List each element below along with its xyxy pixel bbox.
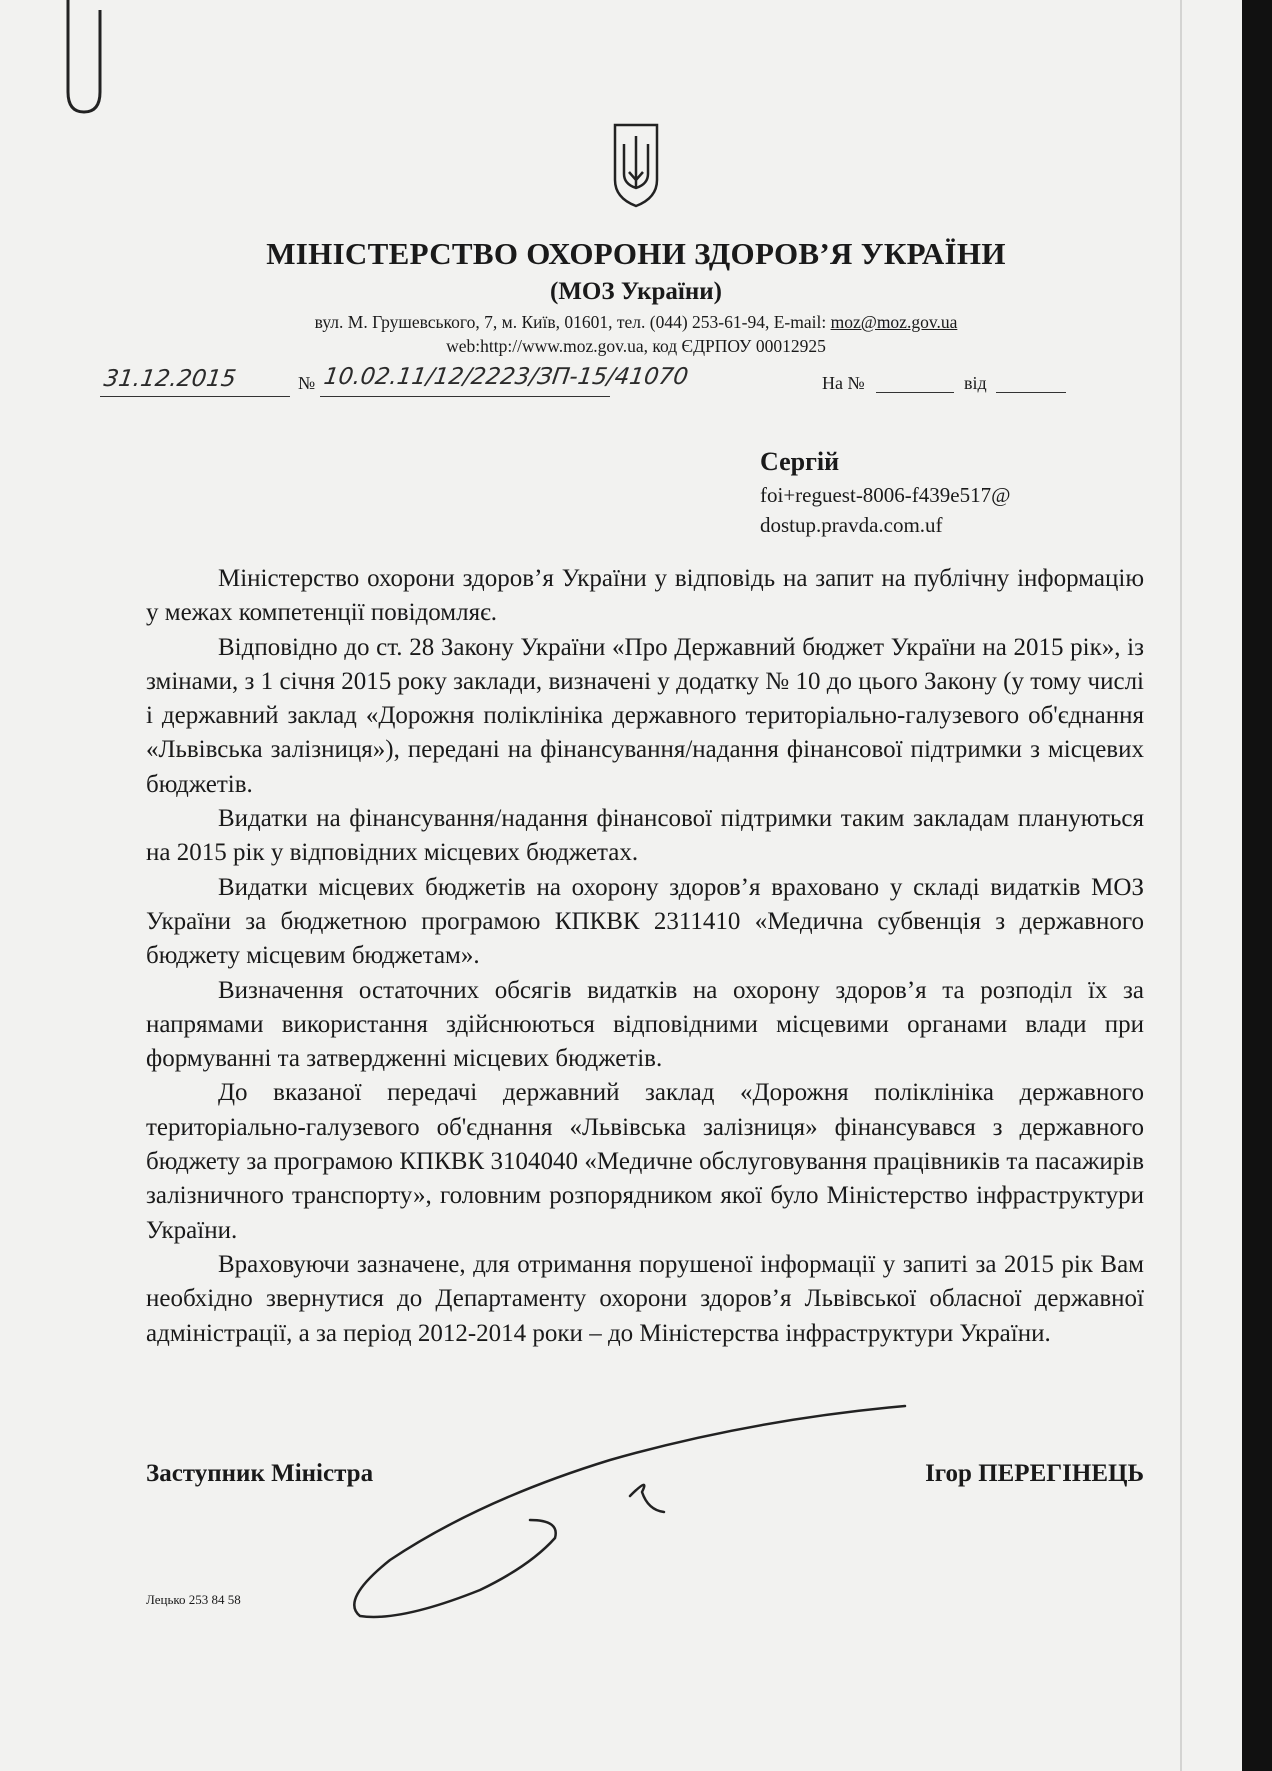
reply-number-label: На № — [822, 373, 865, 393]
signer-title: Заступник Міністра — [146, 1460, 374, 1487]
date-underline — [100, 396, 290, 397]
outgoing-date: 31.12.2015 — [102, 366, 238, 392]
recipient-block — [760, 444, 1010, 540]
body-paragraph: Враховуючи зазначене, для отримання порушеної інформації у запиті за 2015 рік Вам необхідно звернутися до Департаменту охорони здоров’я Львівської обласної державної адміністрації, а за період 2012-2014 роки – до Міністерства інфраструктури України. — [146, 1250, 1144, 1347]
address-line — [0, 312, 1272, 333]
recipient-email-line: foi+reguest-8006-f439e517@ — [760, 483, 1011, 507]
signer-name: Ігор ПЕРЕГІНЕЦЬ — [925, 1460, 1144, 1487]
executor-contact: Лецько 253 84 58 — [146, 1592, 241, 1607]
address-email: moz@moz.gov.ua — [830, 312, 958, 332]
reply-number-underline — [876, 392, 954, 393]
handwritten-signature-icon — [330, 1390, 930, 1630]
coat-of-arms-icon — [612, 122, 660, 208]
outgoing-number: 10.02.11/12/2223/ЗП-15/41070 — [322, 364, 690, 390]
reply-date-underline — [996, 392, 1066, 393]
ministry-title: МІНІСТЕРСТВО ОХОРОНИ ЗДОРОВ’Я УКРАЇНИ — [266, 236, 1006, 271]
web-line: web:http://www.moz.gov.ua, код ЄДРПОУ 00012925 — [446, 336, 826, 356]
reply-date-label: від — [964, 373, 987, 393]
recipient-name: Сергій — [760, 447, 840, 476]
recipient-email-line: dostup.pravda.com.uf — [760, 513, 943, 537]
number-label: № — [298, 373, 316, 393]
letter-body — [146, 562, 1144, 1351]
body-paragraph: Видатки місцевих бюджетів на охорону здоров’я враховано у складі видатків МОЗ України за бюджетною програмою КПКВК 2311410 «Медична субвенція з державного бюджету місцевим бюджетам». — [146, 873, 1144, 970]
body-paragraph: До вказаної передачі державний заклад «Дорожня поліклініка державного територіально-галузевого об'єднання «Львівська залізниця» фінансувався з державного бюджету за програмою КПКВК 3104040 «Медичне обслуговування працівників та пасажирів залізничного транспорту», головним розпорядником якої було Міністерство інфраструктури України. — [146, 1079, 1144, 1244]
body-paragraph: Визначення остаточних обсягів видатків на охорону здоров’я та розподіл їх за напрямами використання здійснюються відповідними місцевими органами влади при формуванні та затвердженні місцевих бюджетів. — [146, 976, 1144, 1073]
body-paragraph: Видатки на фінансування/надання фінансової підтримки таким закладам плануються на 2015 рік у відповідних місцевих бюджетах. — [146, 805, 1144, 867]
body-paragraph: Відповідно до ст. 28 Закону України «Про Державний бюджет України на 2015 рік», із змінами, з 1 січня 2015 року заклади, визначені у додатку № 10 до цього Закону (у тому числі і державний заклад «Дорожня поліклініка державного територіально-галузевого об'єднання «Львівська залізниця»), передані на фінансування/надання фінансової підтримки з місцевих бюджетів. — [146, 633, 1144, 798]
body-paragraph: Міністерство охорони здоров’я України у відповідь на запит на публічну інформацію у межах компетенції повідомляє. — [146, 565, 1144, 627]
ministry-abbreviation: (МОЗ України) — [550, 278, 722, 305]
number-underline — [320, 396, 610, 397]
paper-clip-icon — [56, 0, 106, 120]
address-text: вул. М. Грушевського, 7, м. Київ, 01601, тел. (044) 253-61-94, E-mail: — [314, 312, 827, 332]
